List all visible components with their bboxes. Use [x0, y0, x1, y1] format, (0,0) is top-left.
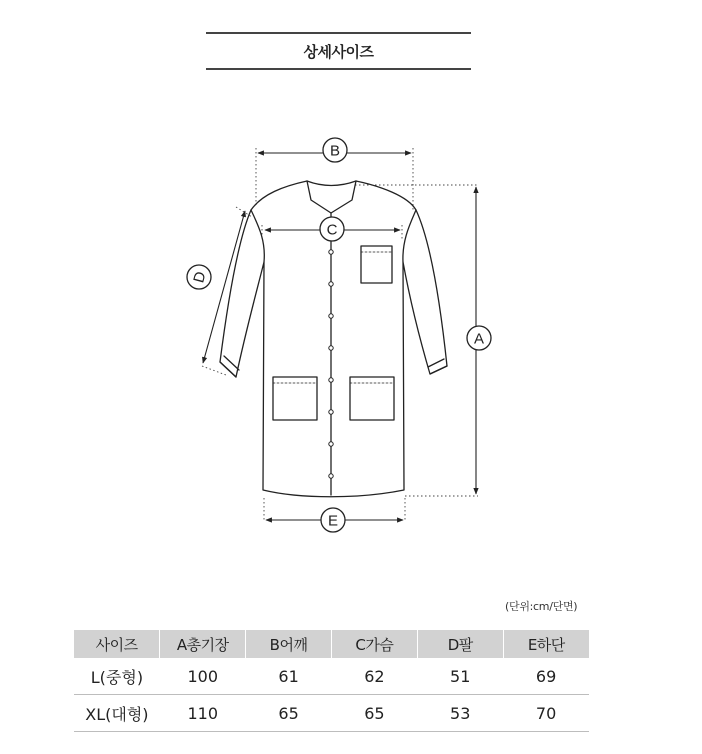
- cell-size: XL(대형): [74, 695, 160, 732]
- svg-text:D: D: [190, 269, 210, 285]
- cell-a: 100: [160, 658, 246, 695]
- header-size: 사이즈: [74, 630, 160, 658]
- svg-text:A: A: [473, 330, 485, 348]
- button-7: [329, 442, 333, 446]
- svg-text:C: C: [326, 221, 338, 239]
- cell-e: 69: [503, 658, 589, 695]
- cell-b: 61: [246, 658, 332, 695]
- header-c-chest: C가슴: [331, 630, 417, 658]
- cell-b: 65: [246, 695, 332, 732]
- table-header-row: [74, 630, 589, 658]
- button-8: [329, 474, 333, 478]
- label-e: [321, 508, 345, 532]
- header-a-length: A총기장: [160, 630, 246, 658]
- header-e-hem: E하단: [503, 630, 589, 658]
- button-2: [329, 282, 333, 286]
- label-d: [187, 265, 211, 289]
- cell-d: 51: [417, 658, 503, 695]
- cell-e: 70: [503, 695, 589, 732]
- cell-c: 65: [331, 695, 417, 732]
- page-title: 상세사이즈: [303, 42, 374, 61]
- cell-a: 110: [160, 695, 246, 732]
- unit-note: (단위:cm/단면): [505, 600, 578, 613]
- svg-text:B: B: [329, 142, 341, 160]
- cell-size: L(중형): [74, 658, 160, 695]
- button-6: [329, 410, 333, 414]
- header-d-sleeve: D팔: [417, 630, 503, 658]
- table-row: [74, 695, 589, 732]
- header-b-shoulder: B어깨: [246, 630, 332, 658]
- cell-d: 53: [417, 695, 503, 732]
- cell-c: 62: [331, 658, 417, 695]
- label-a: [467, 326, 491, 350]
- button-1: [329, 250, 333, 254]
- button-5: [329, 378, 333, 382]
- svg-text:E: E: [327, 512, 339, 530]
- size-table: [74, 630, 589, 732]
- table-row: [74, 658, 589, 695]
- button-3: [329, 314, 333, 318]
- guide-lines: [202, 148, 478, 522]
- arrow-d: [203, 211, 245, 363]
- label-b: [323, 138, 347, 162]
- button-4: [329, 346, 333, 350]
- label-c: [320, 217, 344, 241]
